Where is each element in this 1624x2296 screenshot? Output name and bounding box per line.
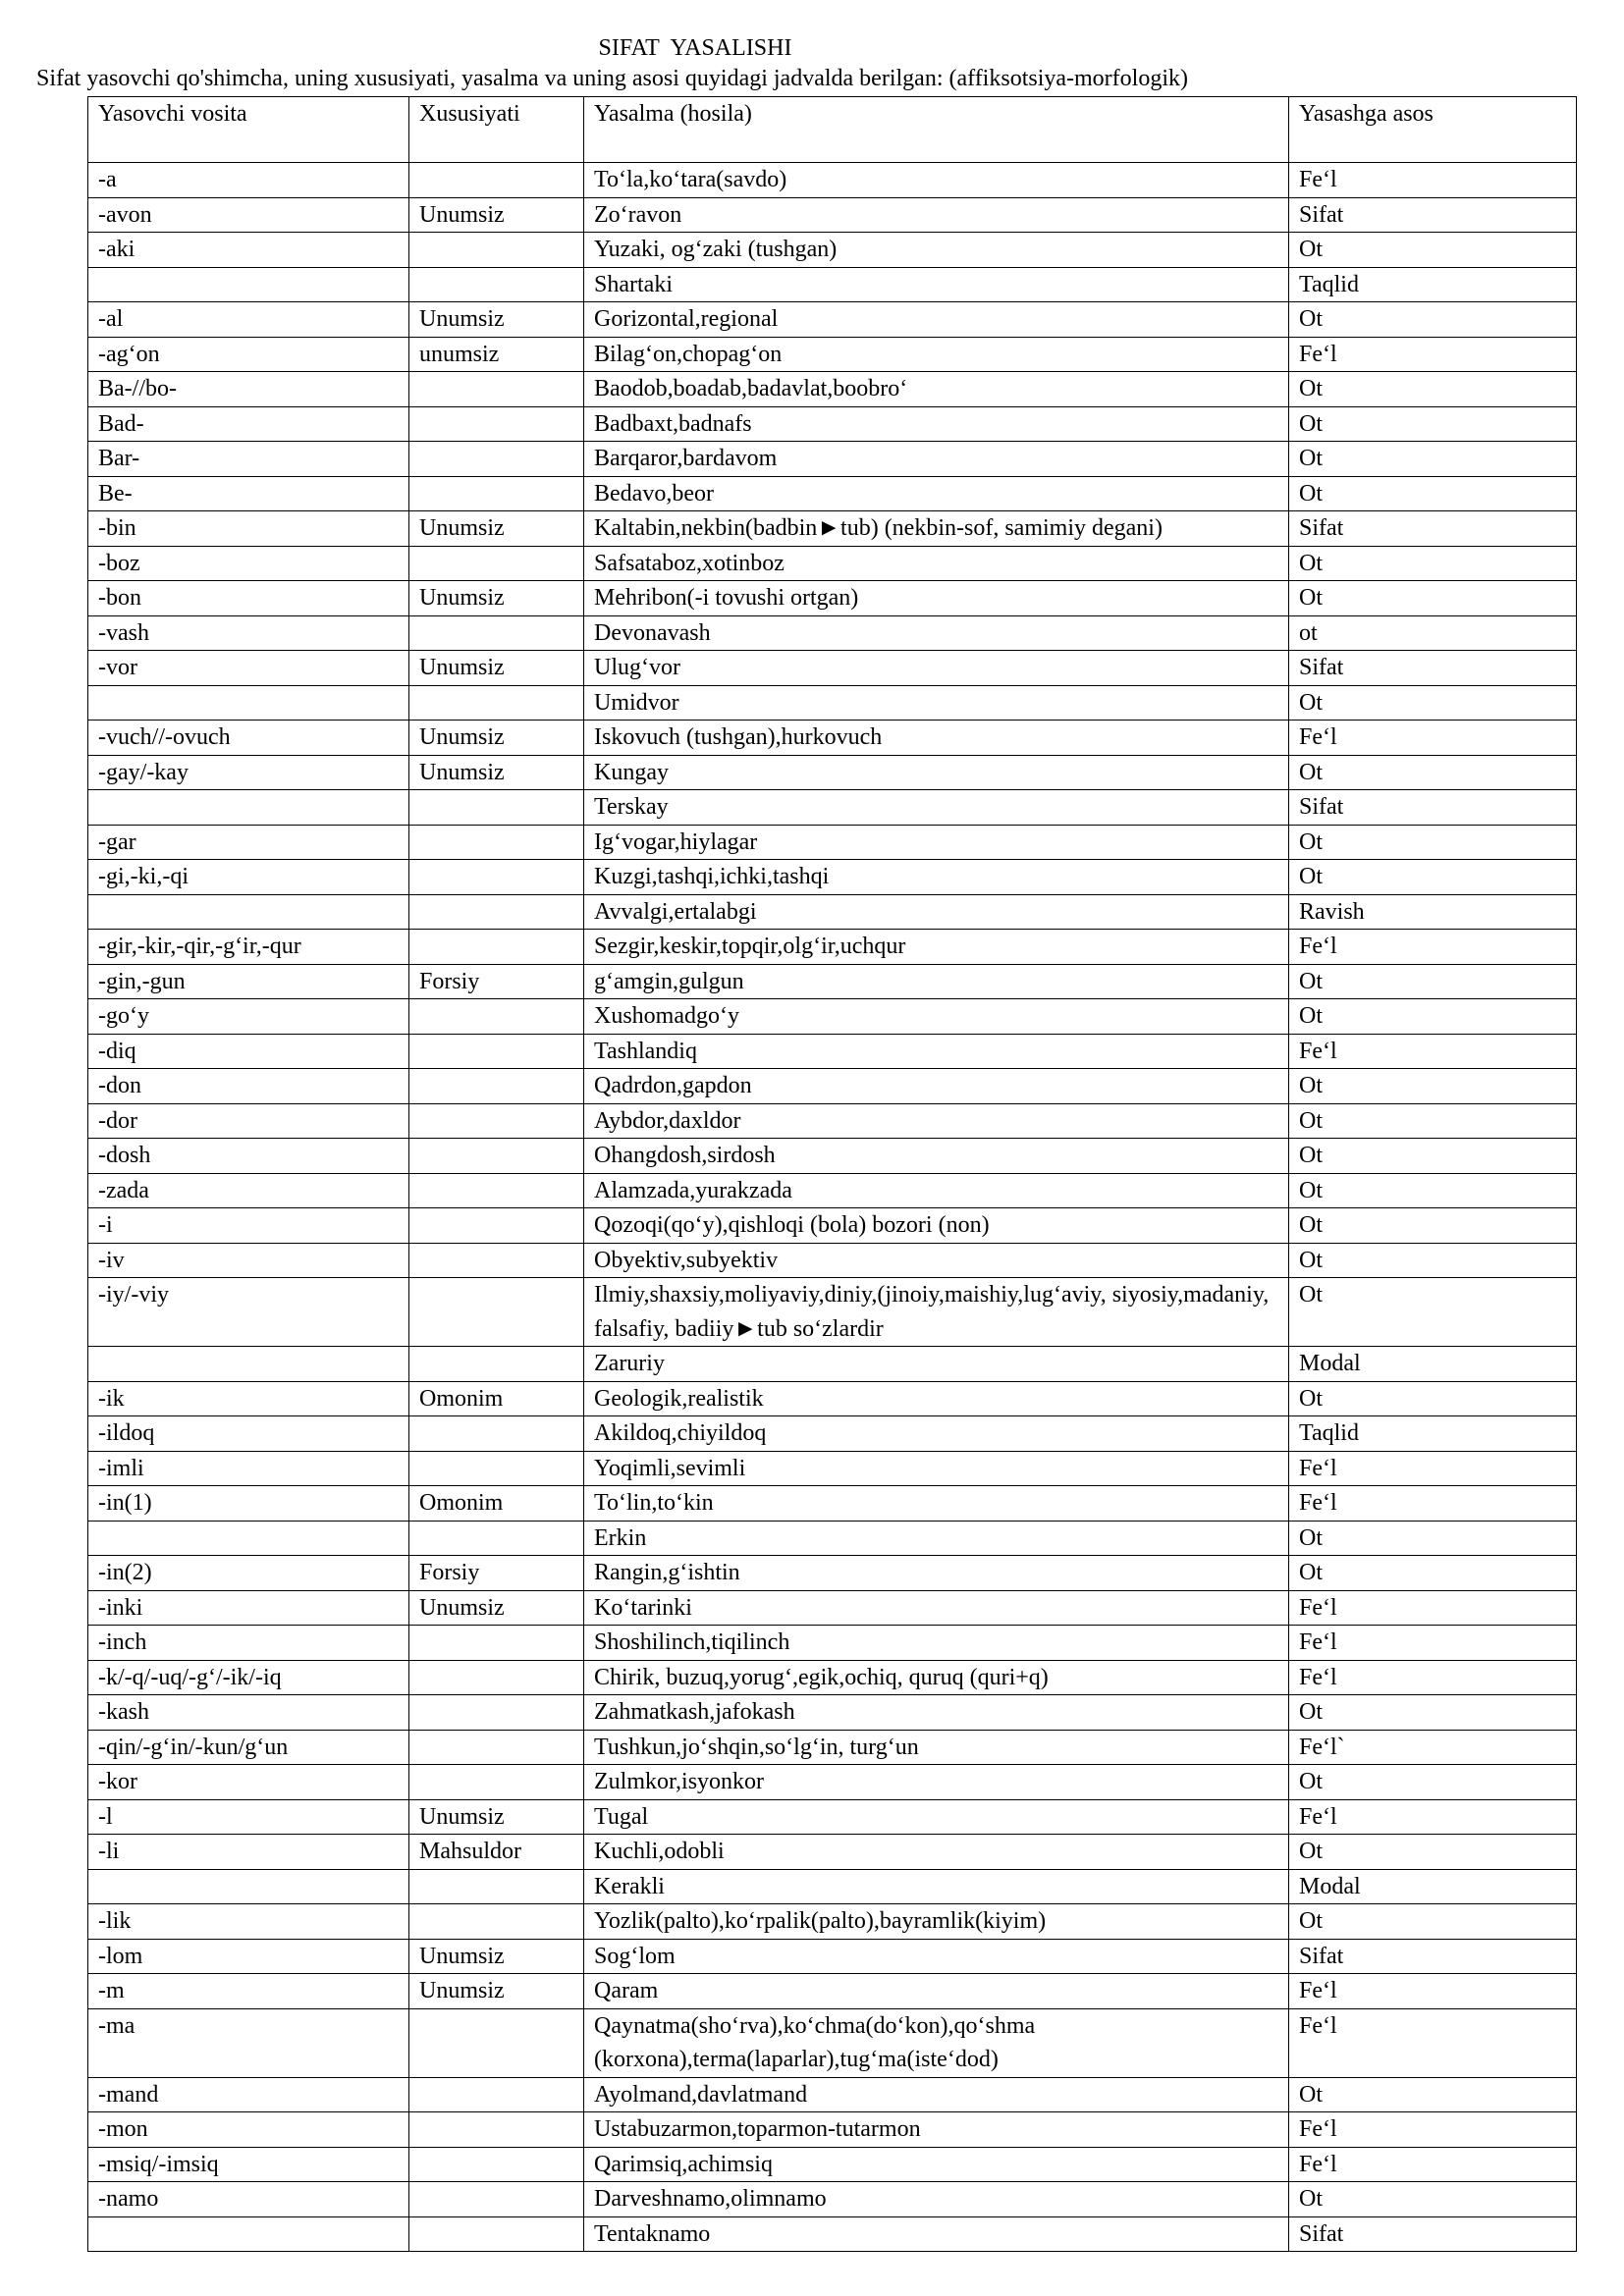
- table-row: [88, 2077, 1577, 2112]
- cell-base: Fe‘l: [1289, 1799, 1577, 1835]
- cell-derived-word: Ig‘vogar,hiylagar: [584, 825, 1289, 860]
- cell-affix: -dor: [88, 1103, 409, 1139]
- cell-base: Ot: [1289, 1904, 1577, 1940]
- cell-property: [409, 2182, 584, 2217]
- cell-property: Forsiy: [409, 964, 584, 999]
- cell-affix: -diq: [88, 1034, 409, 1069]
- cell-base: Sifat: [1289, 1939, 1577, 1974]
- cell-property: Unumsiz: [409, 1939, 584, 1974]
- cell-property: [409, 1626, 584, 1661]
- table-row: [88, 1869, 1577, 1904]
- cell-property: [409, 1660, 584, 1695]
- cell-affix: -l: [88, 1799, 409, 1835]
- cell-property: unumsiz: [409, 337, 584, 372]
- cell-derived-word: Tugal: [584, 1799, 1289, 1835]
- cell-base: Ot: [1289, 1381, 1577, 1416]
- cell-property: [409, 685, 584, 721]
- cell-property: Unumsiz: [409, 302, 584, 338]
- cell-base: Ot: [1289, 1208, 1577, 1244]
- cell-affix: -al: [88, 302, 409, 338]
- table-row: [88, 1660, 1577, 1695]
- cell-derived-word: Yoqimli,sevimli: [584, 1451, 1289, 1486]
- cell-affix: -msiq/-imsiq: [88, 2147, 409, 2182]
- cell-derived-word: Kungay: [584, 755, 1289, 790]
- cell-base: Ot: [1289, 1139, 1577, 1174]
- cell-affix: -iy/-viy: [88, 1278, 409, 1347]
- cell-derived-word: Bedavo,beor: [584, 476, 1289, 511]
- cell-property: [409, 1208, 584, 1244]
- cell-affix: -zada: [88, 1173, 409, 1208]
- table-row: [88, 406, 1577, 442]
- cell-base: Ot: [1289, 860, 1577, 895]
- cell-derived-word: Ohangdosh,sirdosh: [584, 1139, 1289, 1174]
- cell-property: [409, 2008, 584, 2077]
- cell-base: Ot: [1289, 233, 1577, 268]
- cell-derived-word: Avvalgi,ertalabgi: [584, 894, 1289, 930]
- cell-affix: -gir,-kir,-qir,-g‘ir,-qur: [88, 930, 409, 965]
- cell-derived-word: Ulug‘vor: [584, 651, 1289, 686]
- table-row: [88, 337, 1577, 372]
- cell-affix: -ik: [88, 1381, 409, 1416]
- cell-base: Ot: [1289, 1103, 1577, 1139]
- cell-base: Ot: [1289, 1069, 1577, 1104]
- table-row: [88, 1347, 1577, 1382]
- header-yasovchi-vosita: Yasovchi vosita: [88, 97, 409, 163]
- cell-property: [409, 894, 584, 930]
- cell-affix: -namo: [88, 2182, 409, 2217]
- cell-affix: -imli: [88, 1451, 409, 1486]
- cell-property: [409, 2216, 584, 2252]
- table-row: [88, 163, 1577, 198]
- cell-derived-word: Kerakli: [584, 1869, 1289, 1904]
- table-row: [88, 1173, 1577, 1208]
- cell-base: Ot: [1289, 1243, 1577, 1278]
- cell-affix: [88, 685, 409, 721]
- cell-affix: -gin,-gun: [88, 964, 409, 999]
- cell-derived-word: Geologik,realistik: [584, 1381, 1289, 1416]
- cell-derived-word: Zo‘ravon: [584, 197, 1289, 233]
- cell-affix: -gi,-ki,-qi: [88, 860, 409, 895]
- cell-derived-word: Baodob,boadab,badavlat,boobro‘: [584, 372, 1289, 407]
- table-row: [88, 1695, 1577, 1731]
- cell-derived-word: Shoshilinch,tiqilinch: [584, 1626, 1289, 1661]
- table-row: [88, 1799, 1577, 1835]
- cell-affix: -ag‘on: [88, 337, 409, 372]
- cell-property: [409, 163, 584, 198]
- cell-derived-word: Terskay: [584, 790, 1289, 826]
- cell-base: Modal: [1289, 1347, 1577, 1382]
- table-row: [88, 1381, 1577, 1416]
- cell-property: [409, 2077, 584, 2112]
- cell-property: [409, 1069, 584, 1104]
- cell-property: [409, 930, 584, 965]
- cell-affix: -gar: [88, 825, 409, 860]
- cell-affix: -dosh: [88, 1139, 409, 1174]
- table-header-row: [88, 97, 1577, 163]
- cell-derived-word: Bilag‘on,chopag‘on: [584, 337, 1289, 372]
- cell-property: [409, 1139, 584, 1174]
- table-row: [88, 1243, 1577, 1278]
- cell-affix: -bon: [88, 581, 409, 616]
- cell-affix: -boz: [88, 546, 409, 581]
- cell-affix: -inch: [88, 1626, 409, 1661]
- cell-derived-word: Qarimsiq,achimsiq: [584, 2147, 1289, 2182]
- cell-property: Unumsiz: [409, 511, 584, 547]
- cell-affix: Bad-: [88, 406, 409, 442]
- cell-derived-word: Iskovuch (tushgan),hurkovuch: [584, 721, 1289, 756]
- cell-property: Omonim: [409, 1486, 584, 1522]
- cell-derived-word: Umidvor: [584, 685, 1289, 721]
- cell-derived-word: Yozlik(palto),ko‘rpalik(palto),bayramlik(kiyim): [584, 1904, 1289, 1940]
- table-row: [88, 651, 1577, 686]
- table-row: [88, 1486, 1577, 1522]
- cell-affix: [88, 790, 409, 826]
- table-row: [88, 1626, 1577, 1661]
- cell-derived-word: Akildoq,chiyildoq: [584, 1416, 1289, 1452]
- cell-affix: -gay/-kay: [88, 755, 409, 790]
- table-row: [88, 197, 1577, 233]
- cell-derived-word: Ustabuzarmon,toparmon-tutarmon: [584, 2112, 1289, 2148]
- cell-derived-word: Mehribon(-i tovushi ortgan): [584, 581, 1289, 616]
- cell-property: [409, 1451, 584, 1486]
- table-row: [88, 2112, 1577, 2148]
- cell-base: Ot: [1289, 999, 1577, 1035]
- cell-derived-word: Devonavash: [584, 615, 1289, 651]
- cell-derived-word: Badbaxt,badnafs: [584, 406, 1289, 442]
- cell-derived-word: Rangin,g‘ishtin: [584, 1556, 1289, 1591]
- table-row: [88, 790, 1577, 826]
- cell-affix: -bin: [88, 511, 409, 547]
- cell-property: [409, 615, 584, 651]
- cell-derived-word: Ilmiy,shaxsiy,moliyaviy,diniy,(jinoiy,maishiy,lug‘aviy, siyosiy,madaniy, falsafiy, badiiy►tub so‘zlardir: [584, 1278, 1289, 1347]
- cell-property: [409, 372, 584, 407]
- cell-property: Unumsiz: [409, 651, 584, 686]
- header-yasashga-asos: Yasashga asos: [1289, 97, 1577, 163]
- cell-base: Modal: [1289, 1869, 1577, 1904]
- cell-derived-word: Qadrdon,gapdon: [584, 1069, 1289, 1104]
- cell-property: Mahsuldor: [409, 1835, 584, 1870]
- cell-derived-word: Yuzaki, og‘zaki (tushgan): [584, 233, 1289, 268]
- cell-affix: [88, 1521, 409, 1556]
- table-row: [88, 894, 1577, 930]
- cell-property: Forsiy: [409, 1556, 584, 1591]
- cell-base: Fe‘l: [1289, 2147, 1577, 2182]
- cell-affix: -vor: [88, 651, 409, 686]
- cell-property: [409, 1869, 584, 1904]
- cell-property: [409, 1730, 584, 1765]
- cell-base: Sifat: [1289, 197, 1577, 233]
- cell-property: [409, 999, 584, 1035]
- table-row: [88, 233, 1577, 268]
- table-row: [88, 2216, 1577, 2252]
- table-row: [88, 546, 1577, 581]
- cell-property: [409, 1521, 584, 1556]
- cell-base: Fe‘l: [1289, 2112, 1577, 2148]
- cell-derived-word: Chirik, buzuq,yorug‘,egik,ochiq, quruq (quri+q): [584, 1660, 1289, 1695]
- table-row: [88, 1139, 1577, 1174]
- cell-property: [409, 825, 584, 860]
- cell-property: [409, 476, 584, 511]
- cell-derived-word: Safsataboz,xotinboz: [584, 546, 1289, 581]
- cell-property: Unumsiz: [409, 1974, 584, 2009]
- table-row: [88, 1904, 1577, 1940]
- cell-base: Ot: [1289, 825, 1577, 860]
- cell-base: Fe‘l: [1289, 930, 1577, 965]
- cell-base: Ot: [1289, 1521, 1577, 1556]
- cell-property: [409, 1695, 584, 1731]
- table-row: [88, 1521, 1577, 1556]
- cell-derived-word: Zulmkor,isyonkor: [584, 1765, 1289, 1800]
- cell-base: Ot: [1289, 1278, 1577, 1347]
- table-row: [88, 1278, 1577, 1347]
- cell-property: Unumsiz: [409, 1799, 584, 1835]
- cell-affix: -k/-q/-uq/-g‘/-ik/-iq: [88, 1660, 409, 1695]
- table-row: [88, 1765, 1577, 1800]
- table-row: [88, 2147, 1577, 2182]
- cell-base: Ot: [1289, 302, 1577, 338]
- cell-base: Ot: [1289, 546, 1577, 581]
- cell-property: Unumsiz: [409, 755, 584, 790]
- cell-base: Ot: [1289, 2182, 1577, 2217]
- cell-base: Sifat: [1289, 651, 1577, 686]
- cell-base: Sifat: [1289, 511, 1577, 547]
- table-row: [88, 2008, 1577, 2077]
- cell-derived-word: Zaruriy: [584, 1347, 1289, 1382]
- cell-base: Ot: [1289, 476, 1577, 511]
- cell-base: Ot: [1289, 1173, 1577, 1208]
- cell-affix: Bar-: [88, 442, 409, 477]
- table-row: [88, 1208, 1577, 1244]
- cell-affix: -vash: [88, 615, 409, 651]
- cell-base: Fe‘l: [1289, 1451, 1577, 1486]
- cell-base: Ot: [1289, 406, 1577, 442]
- cell-derived-word: Kaltabin,nekbin(badbin►tub) (nekbin-sof, samimiy degani): [584, 511, 1289, 547]
- cell-property: [409, 1347, 584, 1382]
- table-row: [88, 511, 1577, 547]
- cell-derived-word: Sezgir,keskir,topqir,olg‘ir,uchqur: [584, 930, 1289, 965]
- cell-base: Ot: [1289, 581, 1577, 616]
- cell-affix: -vuch//-ovuch: [88, 721, 409, 756]
- cell-property: [409, 860, 584, 895]
- cell-derived-word: Aybdor,daxldor: [584, 1103, 1289, 1139]
- table-row: [88, 2182, 1577, 2217]
- cell-affix: -m: [88, 1974, 409, 2009]
- cell-property: [409, 406, 584, 442]
- cell-affix: [88, 1869, 409, 1904]
- cell-derived-word: Kuchli,odobli: [584, 1835, 1289, 1870]
- cell-affix: -in(1): [88, 1486, 409, 1522]
- cell-base: Sifat: [1289, 790, 1577, 826]
- cell-affix: -ma: [88, 2008, 409, 2077]
- cell-base: Ot: [1289, 1835, 1577, 1870]
- cell-derived-word: g‘amgin,gulgun: [584, 964, 1289, 999]
- cell-property: Unumsiz: [409, 721, 584, 756]
- cell-property: Unumsiz: [409, 197, 584, 233]
- cell-base: Taqlid: [1289, 267, 1577, 302]
- table-row: [88, 1416, 1577, 1452]
- cell-base: Fe‘l: [1289, 1034, 1577, 1069]
- cell-base: Fe‘l: [1289, 2008, 1577, 2077]
- cell-affix: [88, 1347, 409, 1382]
- cell-base: Ot: [1289, 685, 1577, 721]
- cell-property: [409, 1278, 584, 1347]
- table-row: [88, 1069, 1577, 1104]
- cell-property: Omonim: [409, 1381, 584, 1416]
- cell-base: Ot: [1289, 442, 1577, 477]
- cell-property: [409, 1765, 584, 1800]
- cell-derived-word: Kuzgi,tashqi,ichki,tashqi: [584, 860, 1289, 895]
- table-row: [88, 1835, 1577, 1870]
- cell-base: Fe‘l`: [1289, 1730, 1577, 1765]
- table-row: [88, 1974, 1577, 2009]
- cell-affix: -lik: [88, 1904, 409, 1940]
- cell-affix: -mand: [88, 2077, 409, 2112]
- cell-property: Unumsiz: [409, 1590, 584, 1626]
- cell-derived-word: Barqaror,bardavom: [584, 442, 1289, 477]
- cell-base: Fe‘l: [1289, 1974, 1577, 2009]
- table-row: [88, 372, 1577, 407]
- cell-base: Fe‘l: [1289, 1660, 1577, 1695]
- table-row: [88, 302, 1577, 338]
- cell-derived-word: Tentaknamo: [584, 2216, 1289, 2252]
- cell-property: [409, 1103, 584, 1139]
- table-row: [88, 1556, 1577, 1591]
- cell-base: Taqlid: [1289, 1416, 1577, 1452]
- table-row: [88, 964, 1577, 999]
- table-row: [88, 1103, 1577, 1139]
- header-xususiyati: Xususiyati: [409, 97, 584, 163]
- cell-base: Fe‘l: [1289, 337, 1577, 372]
- table-row: [88, 442, 1577, 477]
- cell-affix: [88, 267, 409, 302]
- cell-derived-word: Qozoqi(qo‘y),qishloqi (bola) bozori (non): [584, 1208, 1289, 1244]
- cell-affix: -in(2): [88, 1556, 409, 1591]
- cell-property: [409, 1243, 584, 1278]
- cell-derived-word: To‘la,ko‘tara(savdo): [584, 163, 1289, 198]
- cell-affix: -inki: [88, 1590, 409, 1626]
- cell-property: Unumsiz: [409, 581, 584, 616]
- cell-base: Sifat: [1289, 2216, 1577, 2252]
- cell-derived-word: Ayolmand,davlatmand: [584, 2077, 1289, 2112]
- table-row: [88, 1034, 1577, 1069]
- table-row: [88, 1730, 1577, 1765]
- cell-base: Ot: [1289, 964, 1577, 999]
- cell-property: [409, 2112, 584, 2148]
- cell-affix: -aki: [88, 233, 409, 268]
- cell-property: [409, 1034, 584, 1069]
- table-row: [88, 1590, 1577, 1626]
- table-row: [88, 721, 1577, 756]
- cell-property: [409, 233, 584, 268]
- cell-base: Fe‘l: [1289, 1590, 1577, 1626]
- table-row: [88, 860, 1577, 895]
- table-row: [88, 581, 1577, 616]
- cell-derived-word: Ko‘tarinki: [584, 1590, 1289, 1626]
- cell-base: Ravish: [1289, 894, 1577, 930]
- cell-derived-word: Tushkun,jo‘shqin,so‘lg‘in, turg‘un: [584, 1730, 1289, 1765]
- cell-property: [409, 2147, 584, 2182]
- cell-affix: Ba-//bo-: [88, 372, 409, 407]
- cell-derived-word: To‘lin,to‘kin: [584, 1486, 1289, 1522]
- table-row: [88, 685, 1577, 721]
- cell-affix: -mon: [88, 2112, 409, 2148]
- cell-affix: -qin/-g‘in/-kun/g‘un: [88, 1730, 409, 1765]
- cell-derived-word: Sog‘lom: [584, 1939, 1289, 1974]
- cell-base: Ot: [1289, 372, 1577, 407]
- cell-derived-word: Obyektiv,subyektiv: [584, 1243, 1289, 1278]
- derivation-table: [87, 96, 1577, 2252]
- cell-affix: -lom: [88, 1939, 409, 1974]
- cell-property: [409, 1173, 584, 1208]
- cell-base: Fe‘l: [1289, 1486, 1577, 1522]
- cell-property: [409, 790, 584, 826]
- table-row: [88, 999, 1577, 1035]
- table-row: [88, 267, 1577, 302]
- table-row: [88, 615, 1577, 651]
- table-row: [88, 930, 1577, 965]
- cell-base: Ot: [1289, 1556, 1577, 1591]
- table-row: [88, 755, 1577, 790]
- cell-base: Fe‘l: [1289, 1626, 1577, 1661]
- cell-affix: [88, 894, 409, 930]
- cell-affix: -kash: [88, 1695, 409, 1731]
- cell-base: ot: [1289, 615, 1577, 651]
- table-body: [88, 163, 1577, 2252]
- cell-base: Ot: [1289, 1695, 1577, 1731]
- cell-derived-word: Tashlandiq: [584, 1034, 1289, 1069]
- cell-affix: -iv: [88, 1243, 409, 1278]
- cell-affix: [88, 2216, 409, 2252]
- cell-affix: -kor: [88, 1765, 409, 1800]
- header-yasalma: Yasalma (hosila): [584, 97, 1289, 163]
- cell-affix: -ildoq: [88, 1416, 409, 1452]
- table-row: [88, 1451, 1577, 1486]
- cell-base: Fe‘l: [1289, 163, 1577, 198]
- cell-property: [409, 267, 584, 302]
- table-row: [88, 825, 1577, 860]
- cell-affix: -avon: [88, 197, 409, 233]
- cell-derived-word: Gorizontal,regional: [584, 302, 1289, 338]
- document-subtitle: Sifat yasovchi qo'shimcha, uning xususiyati, yasalma va uning asosi quyidagi jadvalda berilgan: (affiksotsiya-morfologik): [36, 66, 1188, 91]
- cell-base: Ot: [1289, 755, 1577, 790]
- cell-base: Ot: [1289, 2077, 1577, 2112]
- cell-property: [409, 442, 584, 477]
- cell-property: [409, 1904, 584, 1940]
- cell-derived-word: Xushomadgo‘y: [584, 999, 1289, 1035]
- cell-derived-word: Qaynatma(sho‘rva),ko‘chma(do‘kon),qo‘shma (korxona),terma(laparlar),tug‘ma(iste‘dod): [584, 2008, 1289, 2077]
- cell-derived-word: Alamzada,yurakzada: [584, 1173, 1289, 1208]
- cell-affix: -a: [88, 163, 409, 198]
- cell-base: Fe‘l: [1289, 721, 1577, 756]
- document-title: SIFAT YASALISHI: [598, 35, 792, 61]
- cell-affix: -li: [88, 1835, 409, 1870]
- cell-derived-word: Shartaki: [584, 267, 1289, 302]
- cell-property: [409, 1416, 584, 1452]
- cell-affix: -go‘y: [88, 999, 409, 1035]
- table-row: [88, 1939, 1577, 1974]
- cell-affix: Be-: [88, 476, 409, 511]
- cell-derived-word: Zahmatkash,jafokash: [584, 1695, 1289, 1731]
- cell-base: Ot: [1289, 1765, 1577, 1800]
- table-row: [88, 476, 1577, 511]
- cell-affix: -don: [88, 1069, 409, 1104]
- cell-derived-word: Qaram: [584, 1974, 1289, 2009]
- cell-property: [409, 546, 584, 581]
- cell-derived-word: Darveshnamo,olimnamo: [584, 2182, 1289, 2217]
- cell-derived-word: Erkin: [584, 1521, 1289, 1556]
- cell-affix: -i: [88, 1208, 409, 1244]
